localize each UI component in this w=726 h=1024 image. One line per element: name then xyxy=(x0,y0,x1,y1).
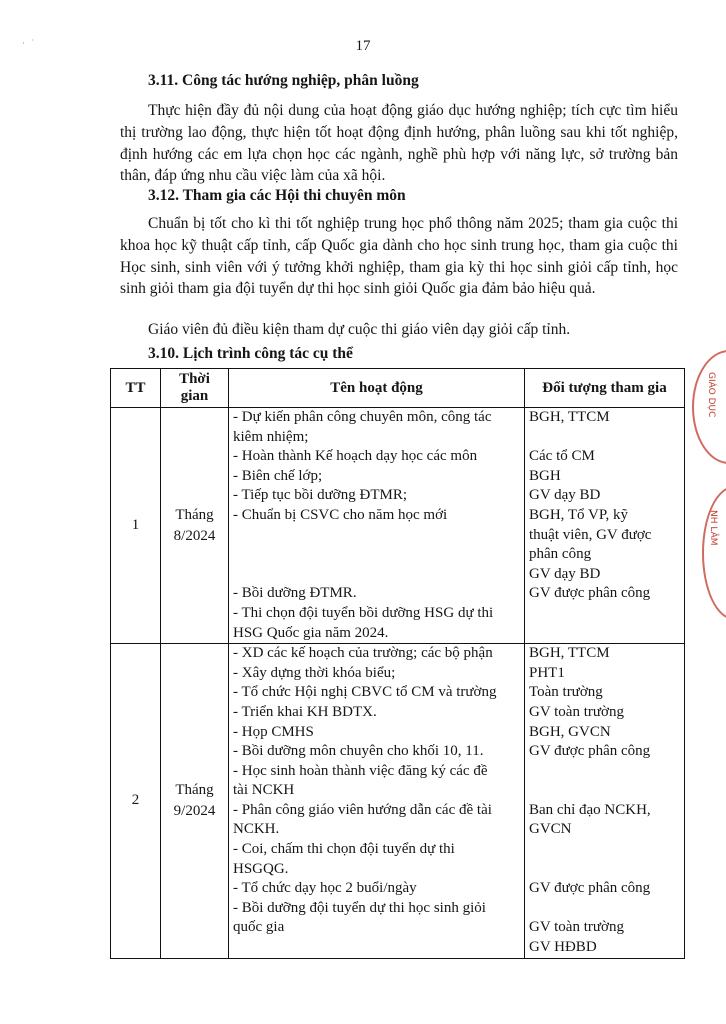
table-row xyxy=(111,644,685,959)
row-time-line1: Tháng xyxy=(175,781,214,798)
row-activities xyxy=(229,644,525,959)
target-line: thuật viên, GV được xyxy=(529,526,652,543)
target-line: Các tổ CM xyxy=(529,448,595,465)
target-line: GV HĐBD xyxy=(529,939,597,956)
stamp-fragment-bottom xyxy=(702,486,726,620)
activity-line: - Biên chế lớp; xyxy=(233,467,323,484)
activity-line: HSG Quốc gia năm 2024. xyxy=(233,624,389,641)
row-time-line2: 9/2024 xyxy=(173,802,216,819)
schedule-table xyxy=(110,368,685,959)
row-targets xyxy=(525,644,685,959)
activity-line: - Xây dựng thời khóa biểu; xyxy=(233,664,396,681)
target-line: BGH, GVCN xyxy=(529,723,611,740)
target-line: GVCN xyxy=(529,821,572,838)
target-spacer xyxy=(529,860,680,880)
header-time-line1: Thời xyxy=(179,371,210,387)
target-line: BGH, Tổ VP, kỹ xyxy=(529,506,629,523)
header-tt: TT xyxy=(111,369,161,408)
target-line: PHT1 xyxy=(529,664,565,681)
section-3-12-heading: 3.12. Tham gia các Hội thi chuyên môn xyxy=(148,187,406,204)
activity-line: - Học sinh hoàn thành việc đăng ký các đề xyxy=(233,762,488,779)
target-line: GV được phân công xyxy=(529,880,651,897)
activity-line: - Hoàn thành Kế hoạch dạy học các môn xyxy=(233,448,478,465)
target-line: GV được phân công xyxy=(529,585,651,602)
activity-line: - XD các kế hoạch của trường; các bộ phận xyxy=(233,645,493,662)
activity-line: - Tổ chức Hội nghị CBVC tổ CM và trường xyxy=(233,684,497,701)
activity-line: - Bồi dưỡng đội tuyển dự thi học sinh giỏi xyxy=(233,899,486,916)
target-spacer xyxy=(529,428,680,448)
activity-line: - Dự kiến phân công chuyên môn, công tác xyxy=(233,409,492,425)
row-targets xyxy=(525,408,685,644)
row-time-line2: 8/2024 xyxy=(173,527,216,544)
target-line: GV toàn trường xyxy=(529,703,624,720)
activity-line: - Triển khai KH BDTX. xyxy=(233,703,377,720)
header-activity: Tên hoạt động xyxy=(229,369,525,408)
activity-line: kiêm nhiệm; xyxy=(233,428,309,445)
activity-line: - Phân công giáo viên hướng dẫn các đề tài xyxy=(233,801,492,818)
activity-line: - Tiếp tục bồi dưỡng ĐTMR; xyxy=(233,487,407,504)
row-tt: 1 xyxy=(111,408,161,644)
section-3-10-heading: 3.10. Lịch trình công tác cụ thể xyxy=(148,345,353,362)
target-spacer xyxy=(529,840,680,860)
activity-line: - Bồi dưỡng ĐTMR. xyxy=(233,585,357,602)
table-row xyxy=(111,408,685,644)
activity-line: quốc gia xyxy=(233,919,285,936)
target-line: Ban chỉ đạo NCKH, xyxy=(529,801,651,818)
row-time xyxy=(161,644,229,959)
activity-line: - Bồi dưỡng môn chuyên cho khối 10, 11. xyxy=(233,743,484,760)
header-target: Đối tượng tham gia xyxy=(525,369,685,408)
target-line: GV dạy BD xyxy=(529,565,601,582)
target-spacer xyxy=(529,899,680,919)
target-line: GV toàn trường xyxy=(529,919,624,936)
target-line: GV dạy BD xyxy=(529,487,601,504)
activity-line: HSGQG. xyxy=(233,860,289,877)
row-tt: 2 xyxy=(111,644,161,959)
section-3-12-paragraph-2: Giáo viên đủ điều kiện tham dự cuộc thi giáo viên dạy giỏi cấp tỉnh. xyxy=(148,321,571,338)
activity-line: - Thi chọn đội tuyển bồi dưỡng HSG dự thi xyxy=(233,604,494,621)
target-line: phân công xyxy=(529,546,592,563)
row-time xyxy=(161,408,229,644)
target-line: Toàn trường xyxy=(529,684,603,701)
activity-line: - Họp CMHS xyxy=(233,723,314,740)
target-line: BGH, TTCM xyxy=(529,409,610,425)
table-header-row xyxy=(111,369,685,408)
activity-line: - Tổ chức dạy học 2 buổi/ngày xyxy=(233,880,417,897)
section-3-11-paragraph: Thực hiện đầy đủ nội dung của hoạt động giáo dục hướng nghiệp; tích cực tìm hiểu thị trường lao động, thực hiện tốt hoạt động định hướng, phân luồng sau khi tốt nghiệp, định hướng các em lựa chọn học các ngành, nghề phù hợp với năng lực, sở trường bản thân, đáp ứng nhu cầu việc làm của xã hội. xyxy=(120,102,678,185)
target-line: BGH xyxy=(529,467,561,484)
target-line: GV được phân công xyxy=(529,743,651,760)
target-spacer xyxy=(529,762,680,782)
activity-line: NCKH. xyxy=(233,821,280,838)
activity-spacer xyxy=(233,526,520,546)
section-3-11-heading: 3.11. Công tác hướng nghiệp, phân luồng xyxy=(148,72,419,89)
target-line: BGH, TTCM xyxy=(529,645,610,662)
page-number: 17 xyxy=(355,38,371,54)
activity-spacer xyxy=(233,565,520,585)
row-time-line1: Tháng xyxy=(175,506,214,523)
stamp-text-bottom: NH LÂM xyxy=(708,510,718,546)
stamp-text-top: GIÁO DỤC xyxy=(706,372,716,418)
section-3-12-paragraph-1: Chuẩn bị tốt cho kì thi tốt nghiệp trung học phổ thông năm 2025; tham gia cuộc thi khoa học kỹ thuật cấp tỉnh, cấp Quốc gia dành cho học sinh trung học, tham gia cuộc thi Học sinh, sinh viên với ý tưởng khởi nghiệp, tham gia kỳ thi học sinh giỏi cấp tỉnh, học sinh giỏi tham gia đội tuyển dự thi học sinh giỏi Quốc gia đảm bảo hiệu quả. xyxy=(120,215,678,298)
activity-line: - Chuẩn bị CSVC cho năm học mới xyxy=(233,506,448,523)
row-activities xyxy=(229,408,525,644)
header-time xyxy=(161,369,229,408)
header-time-line2: gian xyxy=(180,388,209,404)
activity-spacer xyxy=(233,545,520,565)
target-spacer xyxy=(529,781,680,801)
scan-speck: · ˙ xyxy=(22,38,37,48)
activity-line: tài NCKH xyxy=(233,782,295,799)
activity-line: - Coi, chấm thi chọn đội tuyển dự thi xyxy=(233,841,455,858)
